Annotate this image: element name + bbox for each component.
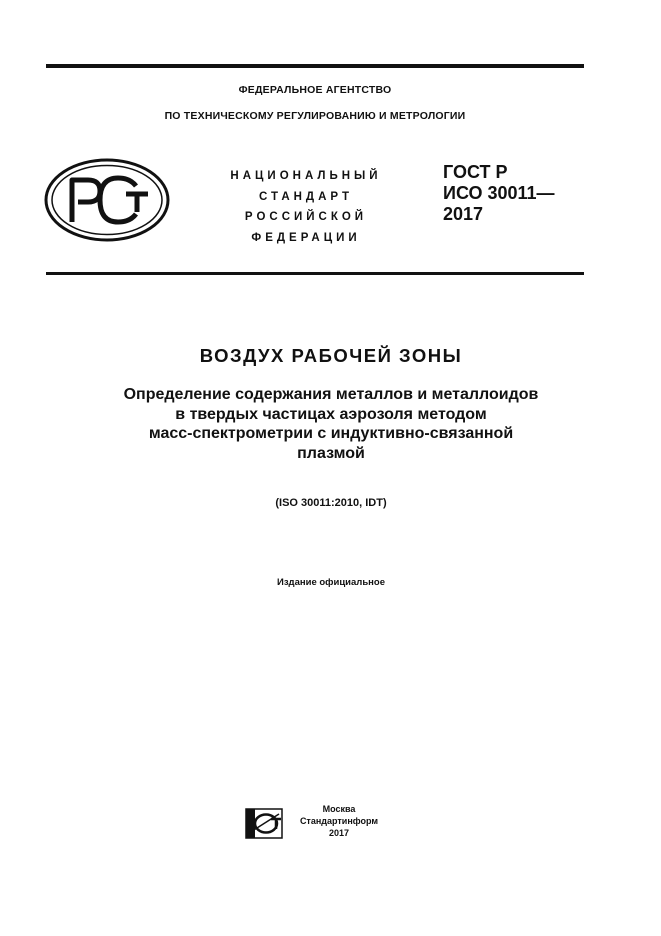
iso-reference: (ISO 30011:2010, IDT) [275,497,387,509]
national-line-3: РОССИЙСКОЙ [244,211,368,223]
standard-designation [443,162,555,225]
top-rule [46,64,584,68]
national-line-1: НАЦИОНАЛЬНЫЙ [230,170,382,182]
designation-line-1: ГОСТ Р [443,162,508,182]
national-line-4: ФЕДЕРАЦИИ [251,231,361,244]
document-title: ВОЗДУХ РАБОЧЕЙ ЗОНЫ [199,345,463,366]
agency-line-1: ФЕДЕРАЛЬНОЕ АГЕНТСТВО [238,84,392,96]
agency-line-2: ПО ТЕХНИЧЕСКОМУ РЕГУЛИРОВАНИЮ И МЕТРОЛОГИИ [164,110,466,122]
publisher-block [292,803,386,839]
subtitle-line-3: масс-спектрометрии с индуктивно-связанной [148,425,514,442]
subtitle-line-2: в твердых частицах аэрозоля методом [175,405,487,423]
middle-rule [46,272,584,275]
publisher-city: Москва [322,804,356,814]
national-line-2: СТАНДАРТ [259,190,353,203]
publisher-name: Стандартинформ [299,816,379,826]
national-standard-label [206,166,406,248]
subtitle-line-4: плазмой [297,444,365,462]
rst-certification-mark-icon [44,158,170,242]
standartinform-logo-icon [245,808,283,839]
designation-line-3: 2017 [443,204,484,224]
publisher-year: 2017 [328,828,350,838]
designation-line-2: ИСО 30011— [443,183,555,203]
document-subtitle [56,385,606,463]
edition-label: Издание официальное [277,577,385,588]
subtitle-line-1: Определение содержания металлов и металлоидов [123,386,539,403]
